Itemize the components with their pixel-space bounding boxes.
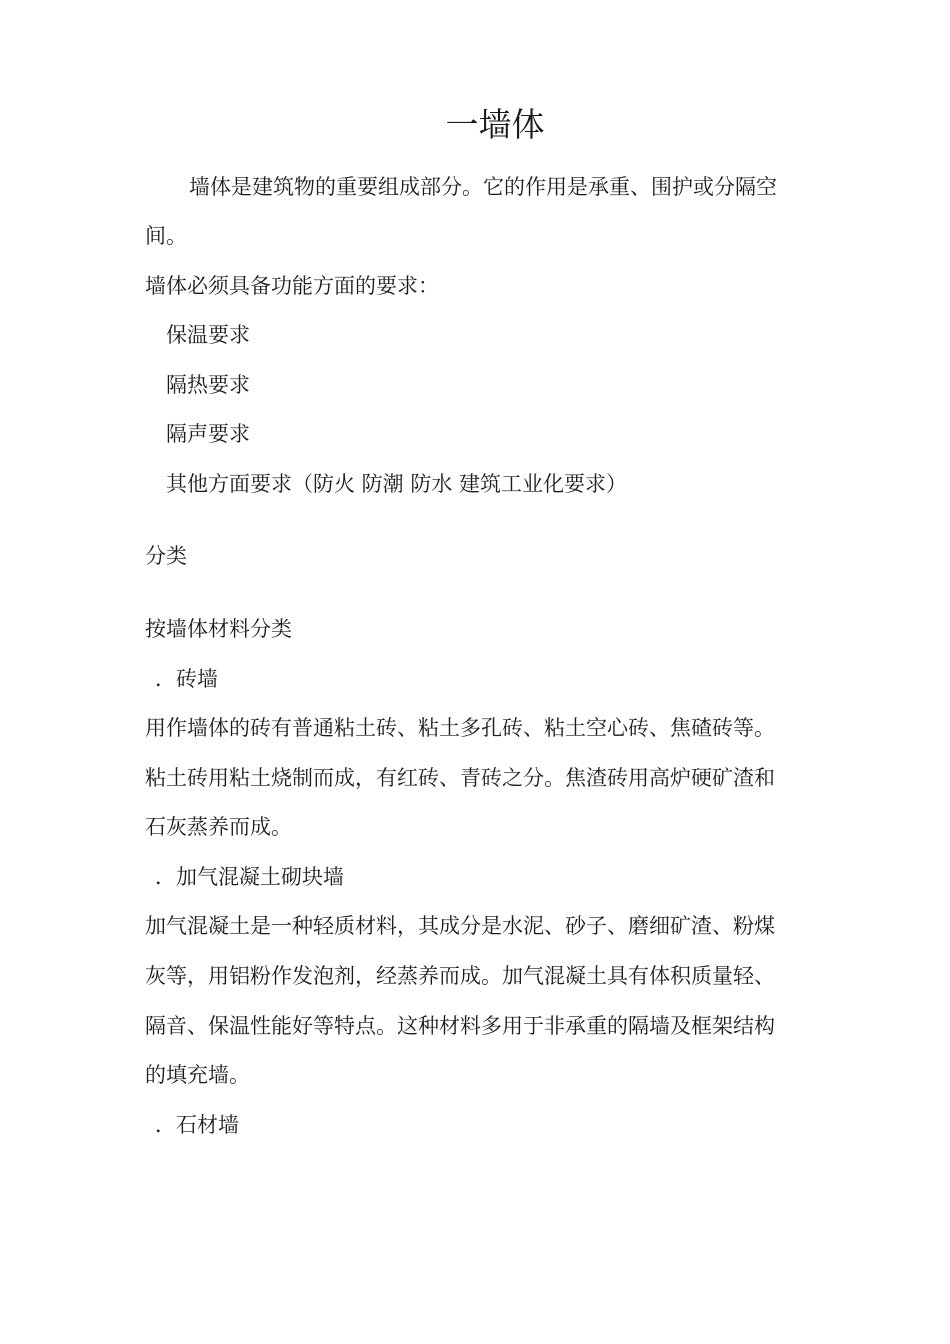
aerated-wall-line-2: 灰等，用铝粉作发泡剂，经蒸养而成。加气混凝土具有体积质量轻、 bbox=[145, 964, 775, 988]
brick-wall-line-2: 粘土砖用粘土烧制而成，有红砖、青砖之分。焦渣砖用高炉硬矿渣和 bbox=[145, 766, 775, 790]
intro-paragraph-line-2: 间。 bbox=[145, 224, 187, 248]
brick-wall-heading: ．砖墙 bbox=[155, 667, 218, 691]
aerated-wall-line-4: 的填充墙。 bbox=[145, 1063, 250, 1087]
material-classification-heading: 按墙体材料分类 bbox=[145, 617, 292, 641]
stone-wall-heading: ．石材墙 bbox=[155, 1113, 239, 1137]
aerated-wall-heading: ．加气混凝土砌块墙 bbox=[155, 865, 344, 889]
brick-wall-line-1: 用作墙体的砖有普通粘土砖、粘土多孔砖、粘土空心砖、焦碴砖等。 bbox=[145, 716, 775, 740]
brick-wall-line-3: 石灰蒸养而成。 bbox=[145, 815, 292, 839]
requirement-item-heat: 隔热要求 bbox=[166, 373, 250, 397]
aerated-wall-line-1: 加气混凝土是一种轻质材料，其成分是水泥、砂子、磨细矿渣、粉煤 bbox=[145, 914, 775, 938]
requirement-item-other: 其他方面要求（防火 防潮 防水 建筑工业化要求） bbox=[166, 472, 628, 496]
classification-heading: 分类 bbox=[145, 544, 187, 568]
requirement-item-sound: 隔声要求 bbox=[166, 422, 250, 446]
intro-paragraph-line-1: 墙体是建筑物的重要组成部分。它的作用是承重、围护或分隔空 bbox=[189, 175, 777, 199]
requirements-heading: 墙体必须具备功能方面的要求： bbox=[145, 274, 439, 298]
requirement-item-insulation: 保温要求 bbox=[166, 323, 250, 347]
aerated-wall-line-3: 隔音、保温性能好等特点。这种材料多用于非承重的隔墙及框架结构 bbox=[145, 1014, 775, 1038]
page-title: 一墙体 bbox=[445, 105, 545, 144]
